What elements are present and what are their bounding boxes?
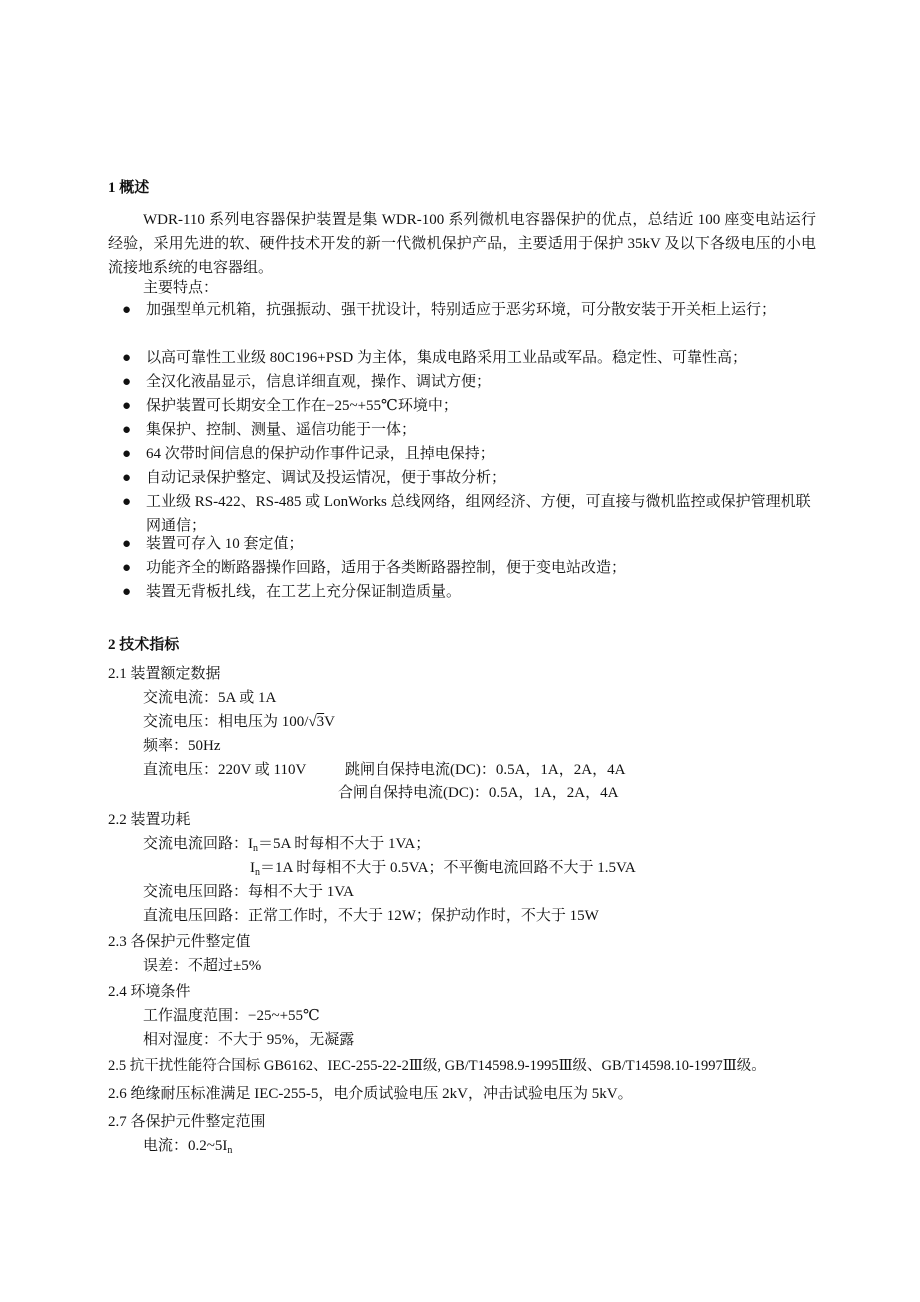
feature-item xyxy=(122,532,812,556)
feature-text: 装置无背板扎线，在工艺上充分保证制造质量。 xyxy=(146,584,462,600)
bullet-icon: ● xyxy=(122,374,132,390)
feature-text: 装置可存入 10 套定值； xyxy=(146,536,304,552)
subsection-2-6: 2.6 绝缘耐压标准满足 IEC-255-5，电介质试验电压 2kV，冲击试验电压为 5kV。 xyxy=(108,1086,633,1102)
feature-text: 加强型单元机箱，抗强振动、强干扰设计，特别适应于恶劣环境，可分散安装于开关柜上运行； xyxy=(146,302,777,318)
current-range-text: 电流：0.2~5I xyxy=(143,1138,228,1154)
section-2-title: 2 技术指标 xyxy=(108,637,180,653)
in-subscript: n xyxy=(255,867,260,878)
relative-humidity: 相对湿度：不大于 95%，无凝露 xyxy=(143,1032,355,1048)
bullet-icon: ● xyxy=(122,536,132,552)
feature-text: 工业级 RS-422、RS-485 或 LonWorks 总线网络，组网经济、方便，可直接与微机监控或保护管理机联网通信； xyxy=(146,494,811,534)
feature-text: 64 次带时间信息的保护动作事件记录，且掉电保持； xyxy=(146,446,495,462)
operating-temperature: 工作温度范围：−25~+55℃ xyxy=(143,1008,320,1024)
feature-item xyxy=(122,394,812,418)
ac-voltage-circuit: 交流电压回路：每相不大于 1VA xyxy=(143,884,354,900)
ac-voltage-text: 交流电压：相电压为 100/ xyxy=(143,714,309,730)
bullet-icon: ● xyxy=(122,494,132,510)
ac-current-circuit-line2 xyxy=(250,858,636,883)
ac-voltage-unit: V xyxy=(324,714,335,730)
bullet-icon: ● xyxy=(122,446,132,462)
feature-text: 以高可靠性工业级 80C196+PSD 为主体，集成电路采用工业品或军品。稳定性、可靠性高； xyxy=(146,350,747,366)
ac-current-circuit-text: ＝5A 时每相不大于 1VA； xyxy=(258,836,431,852)
setting-error: 误差：不超过±5% xyxy=(143,958,262,974)
ac-current-circuit-label: 交流电流回路： xyxy=(143,836,249,852)
feature-text: 保护装置可长期安全工作在−25~+55℃环境中； xyxy=(146,398,458,414)
in-subscript: n xyxy=(253,843,259,854)
ac-current-circuit-line1 xyxy=(143,834,430,859)
subsection-2-7-title: 2.7 各保护元件整定范围 xyxy=(108,1114,266,1130)
ac-current: 交流电流：5A 或 1A xyxy=(143,690,277,706)
subsection-2-3-title: 2.3 各保护元件整定值 xyxy=(108,934,251,950)
feature-text: 集保护、控制、测量、遥信功能于一体； xyxy=(146,422,417,438)
feature-item xyxy=(122,346,812,370)
bullet-icon: ● xyxy=(122,584,132,600)
ac-voltage xyxy=(143,712,335,732)
bullet-icon: ● xyxy=(122,422,132,438)
features-label: 主要特点： xyxy=(143,280,219,296)
feature-item xyxy=(122,298,812,322)
trip-hold-current: 跳闸自保持电流(DC)：0.5A，1A，2A，4A xyxy=(345,762,626,778)
current-range xyxy=(143,1136,232,1161)
sqrt-argument: 3 xyxy=(316,714,325,730)
feature-item xyxy=(122,370,812,394)
feature-item xyxy=(122,418,812,442)
dc-voltage-circuit: 直流电压回路：正常工作时，不大于 12W；保护动作时，不大于 15W xyxy=(143,908,599,924)
close-hold-current: 合闸自保持电流(DC)：0.5A，1A，2A，4A xyxy=(338,785,619,801)
section-1-intro: WDR-110 系列电容器保护装置是集 WDR-100 系列微机电容器保护的优点，总结近 100 座变电站运行经验，采用先进的软、硬件技术开发的新一代微机保护产品，主要适用于保护 35kV 及以下各级电压的小电流接地系统的电容器组。 xyxy=(108,212,816,276)
feature-text: 全汉化液晶显示，信息详细直观，操作、调试方便； xyxy=(146,374,492,390)
in-symbol: I xyxy=(248,836,254,852)
subsection-2-4-title: 2.4 环境条件 xyxy=(108,984,191,1000)
bullet-icon: ● xyxy=(122,470,132,486)
frequency: 频率：50Hz xyxy=(143,738,221,754)
feature-item xyxy=(122,466,812,490)
ac-current-circuit-text: ＝1A 时每相不大于 0.5VA；不平衡电流回路不大于 1.5VA xyxy=(260,860,636,876)
subsection-2-2-title: 2.2 装置功耗 xyxy=(108,812,191,828)
sqrt-icon: √ xyxy=(308,714,317,730)
bullet-icon: ● xyxy=(122,398,132,414)
feature-text: 功能齐全的断路器操作回路，适用于各类断路器控制，便于变电站改造； xyxy=(146,560,627,576)
bullet-icon: ● xyxy=(122,302,132,318)
feature-text: 自动记录保护整定、调试及投运情况，便于事故分析； xyxy=(146,470,507,486)
dc-voltage: 直流电压：220V 或 110V xyxy=(143,762,307,778)
feature-item xyxy=(122,580,812,604)
subsection-2-5: 2.5 抗干扰性能符合国标 GB6162、IEC-255-22-2Ⅲ级, GB/T14598.9-1995Ⅲ级、GB/T14598.10-1997Ⅲ级。 xyxy=(108,1058,766,1074)
in-symbol: I xyxy=(250,860,255,876)
feature-item xyxy=(122,556,812,580)
in-subscript: n xyxy=(227,1145,233,1156)
feature-item xyxy=(122,490,812,538)
feature-item xyxy=(122,442,812,466)
subsection-2-1-title: 2.1 装置额定数据 xyxy=(108,666,221,682)
bullet-icon: ● xyxy=(122,350,132,366)
section-1-title: 1 概述 xyxy=(108,180,150,196)
bullet-icon: ● xyxy=(122,560,132,576)
